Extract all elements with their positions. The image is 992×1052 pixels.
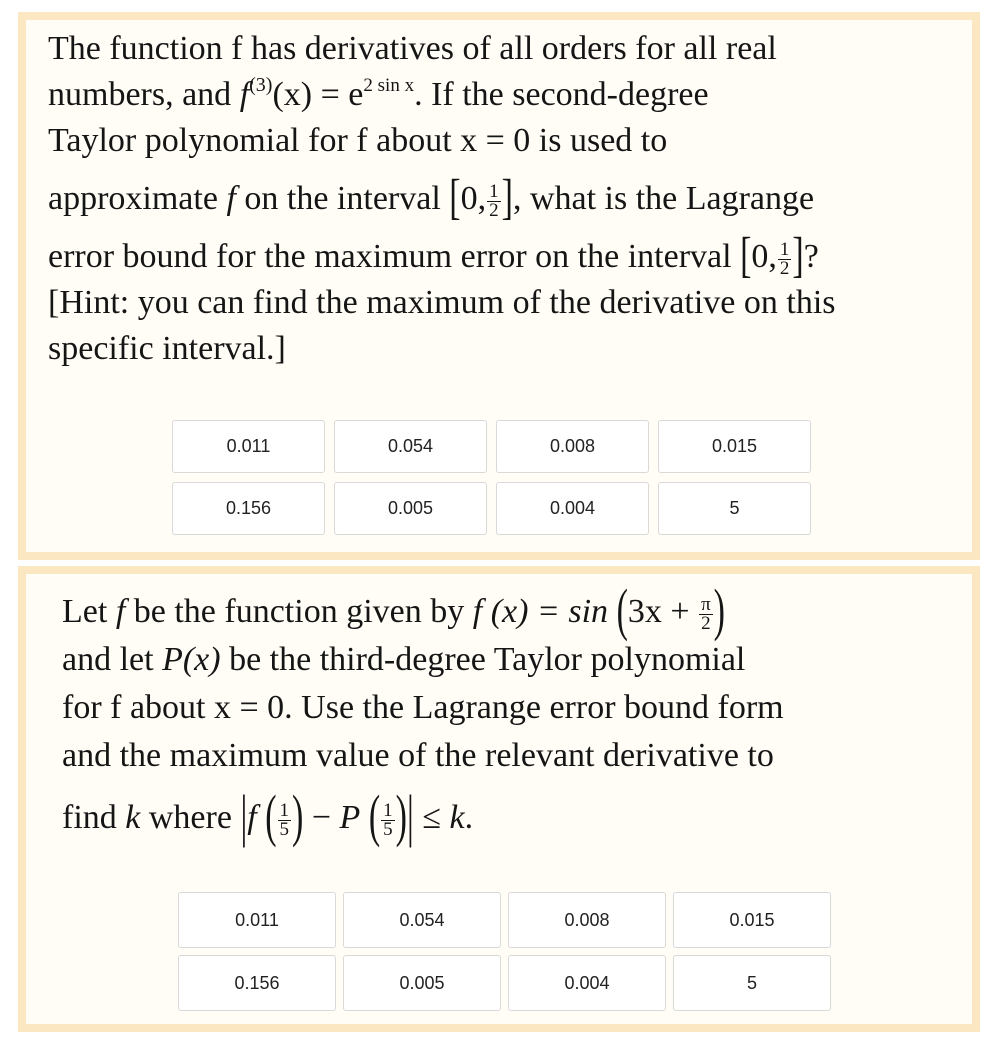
question-1-line: numbers, and $f^{(3)}(x) = e^{2 sin x}$. If the second-degree	[48, 74, 709, 113]
fraction-one-half: $\frac{1}{2}$	[779, 238, 790, 279]
question-2-line: and the maximum value of the relevant derivative to	[62, 737, 774, 774]
fraction-one-fifth: $\frac{1}{5}$	[279, 799, 290, 840]
answer-option[interactable]: 0.008	[496, 420, 649, 473]
question-card-1	[18, 12, 980, 560]
question-2-text	[62, 579, 972, 849]
answer-option[interactable]: 0.011	[178, 892, 336, 948]
question-2-line: and let P(x) be the third-degree Taylor polynomial	[62, 641, 746, 678]
answer-option[interactable]: 0.004	[496, 482, 649, 535]
question-1-text	[48, 26, 948, 372]
fraction-one-half: $\frac{1}{2}$	[489, 180, 499, 221]
answer-option[interactable]: 0.156	[178, 955, 336, 1011]
answer-option[interactable]: 5	[658, 482, 811, 535]
answer-option[interactable]: 0.004	[508, 955, 666, 1011]
answer-grid-2	[178, 892, 831, 1011]
question-card-2	[18, 566, 980, 1032]
fraction-one-fifth: $\frac{1}{5}$	[383, 799, 393, 840]
question-1-line: Taylor polynomial for f about x = 0 is used to	[48, 122, 668, 159]
answer-grid-1	[172, 420, 811, 535]
question-1-line: error bound for the maximum error on the interval [0, $\frac{1}{2}$ ]?	[48, 229, 819, 284]
answer-option[interactable]: 0.054	[334, 420, 487, 473]
answer-option[interactable]: 0.015	[673, 892, 831, 948]
question-1-line: The function f has derivatives of all orders for all real	[48, 30, 777, 67]
answer-option[interactable]: 0.011	[172, 420, 325, 473]
answer-option[interactable]: 0.005	[343, 955, 501, 1011]
answer-option[interactable]: 5	[673, 955, 831, 1011]
question-2-line: find k where |f ( $\frac{1}{5}$ ) − P ( $\frac{1}{5}$ )| ≤ k.	[62, 785, 474, 849]
answer-option[interactable]: 0.015	[658, 420, 811, 473]
answer-option[interactable]: 0.008	[508, 892, 666, 948]
answer-option[interactable]: 0.005	[334, 482, 487, 535]
question-1-line: approximate f on the interval [0, $\frac{1}{2}$ ], what is the Lagrange	[48, 171, 815, 226]
question-1-line: specific interval.]	[48, 330, 286, 367]
answer-option[interactable]: 0.156	[172, 482, 325, 535]
question-1-line: [Hint: you can find the maximum of the derivative on this	[48, 284, 836, 321]
question-2-line: for f about x = 0. Use the Lagrange error bound form	[62, 689, 784, 726]
fraction-pi-over-2: $\frac{\pi}{2}$	[701, 593, 711, 634]
answer-option[interactable]: 0.054	[343, 892, 501, 948]
question-2-line: Let f be the function given by f (x) = sin (3x + $\frac{\pi}{2}$ )	[62, 579, 725, 643]
